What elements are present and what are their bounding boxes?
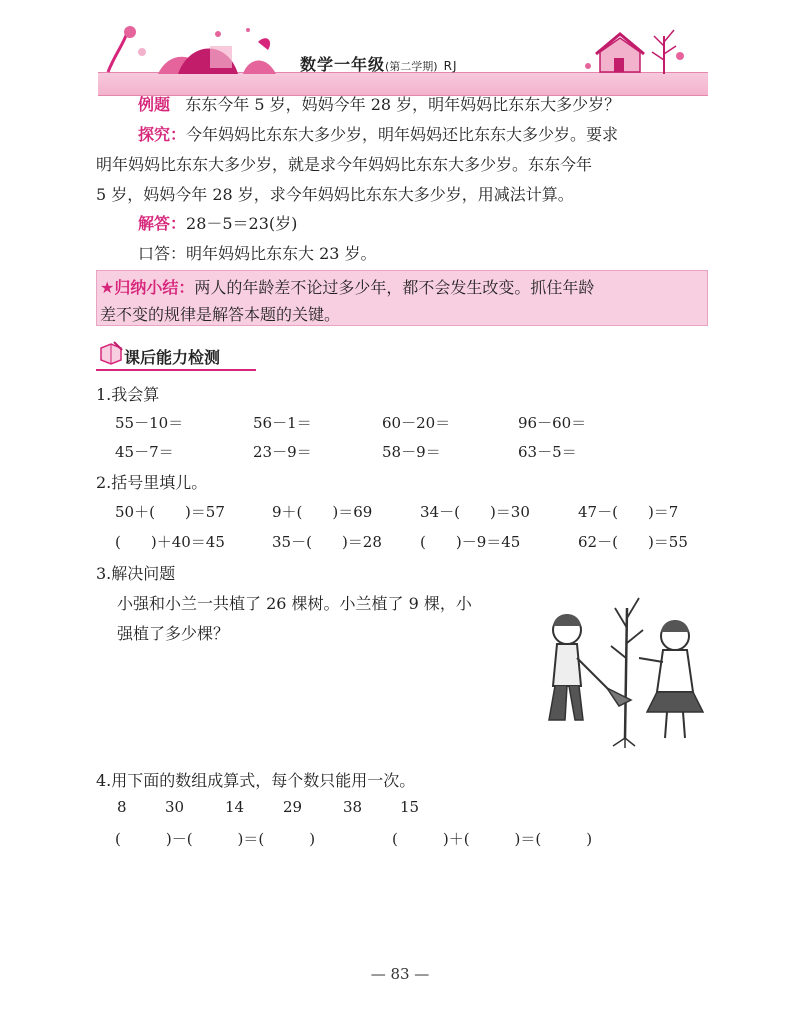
example-line [138,92,620,115]
answer-equation: 28－5＝23(岁) [186,214,298,233]
summary-line-2: 差不变的规律是解答本题的关键。 [100,305,341,324]
q1-item: 96－60＝ [518,414,587,432]
q1-item: 55－10＝ [115,414,184,432]
q2-title: 2.括号里填儿。 [96,473,208,492]
q1-item: 45－7＝ [115,443,174,461]
page-title [300,52,458,75]
q2-item: 62－( )＝55 [578,533,688,551]
q1-item: 63－5＝ [518,443,577,461]
edition-label: RJ [443,59,458,73]
explore-text-1: 今年妈妈比东东大多少岁，明年妈妈还比东东大多少岁。要求 [186,125,619,144]
q4-number: 29 [283,798,303,816]
section-title: 课后能力检测 [124,348,221,367]
q2-item: 9＋( )＝69 [272,503,373,521]
book-title: 数学一年级 [300,55,386,74]
q1-title: 1.我会算 [96,385,160,404]
q4-number: 15 [400,798,420,816]
summary-line-1 [100,275,594,298]
q2-item: 35－( )＝28 [272,533,382,551]
q4-title: 4.用下面的数组成算式，每个数只能用一次。 [96,771,416,790]
q2-item: ( )＋40＝45 [115,533,225,551]
summary-label: ★归纳小结： [100,278,195,297]
q1-item: 58－9＝ [382,443,441,461]
q2-item: 47－( )＝7 [578,503,679,521]
house-tree-decoration-icon [580,16,708,78]
q2-item: ( )－9＝45 [420,533,521,551]
q4-number: 38 [343,798,363,816]
semester-label: (第二学期) [385,60,438,73]
q4-expression-2: ( )＋( )＝( ) [392,830,593,848]
q1-item: 60－20＝ [382,414,451,432]
example-label: 例题 [138,95,171,114]
explore-line-2: 明年妈妈比东东大多少岁，就是求今年妈妈比东东大多少岁。东东今年 [96,155,593,174]
q4-number: 30 [165,798,185,816]
q4-number: 8 [117,798,127,816]
q4-expression-1: ( )－( )＝( ) [115,830,316,848]
answer-line [138,211,297,234]
verbal-answer: 口答：明年妈妈比东东大 23 岁。 [138,244,377,263]
explore-line-1 [138,122,618,145]
summary-text-1: 两人的年龄差不论过多少年，都不会发生改变。抓住年龄 [194,278,595,297]
q2-item: 34－( )＝30 [420,503,530,521]
q3-title: 3.解决问题 [96,564,176,583]
q3-text-1: 小强和小兰一共植了 26 棵树。小兰植了 9 棵，小 [117,594,472,613]
explore-label: 探究： [138,125,187,144]
q3-text-2: 强植了多少棵？ [117,624,230,643]
q1-item: 56－1＝ [253,414,312,432]
example-text: 东东今年 5 岁，妈妈今年 28 岁，明年妈妈比东东大多少岁？ [185,95,621,114]
children-planting-tree-illustration [535,588,715,748]
explore-line-3: 5 岁，妈妈今年 28 岁，求今年妈妈比东东大多少岁，用减法计算。 [96,185,574,204]
pencil-book-icon [98,340,124,366]
answer-label: 解答： [138,214,187,233]
q2-item: 50＋( )＝57 [115,503,225,521]
q4-number: 14 [225,798,245,816]
page-number: — 83 — [370,965,430,983]
q1-item: 23－9＝ [253,443,312,461]
flower-decoration-icon [98,22,288,78]
